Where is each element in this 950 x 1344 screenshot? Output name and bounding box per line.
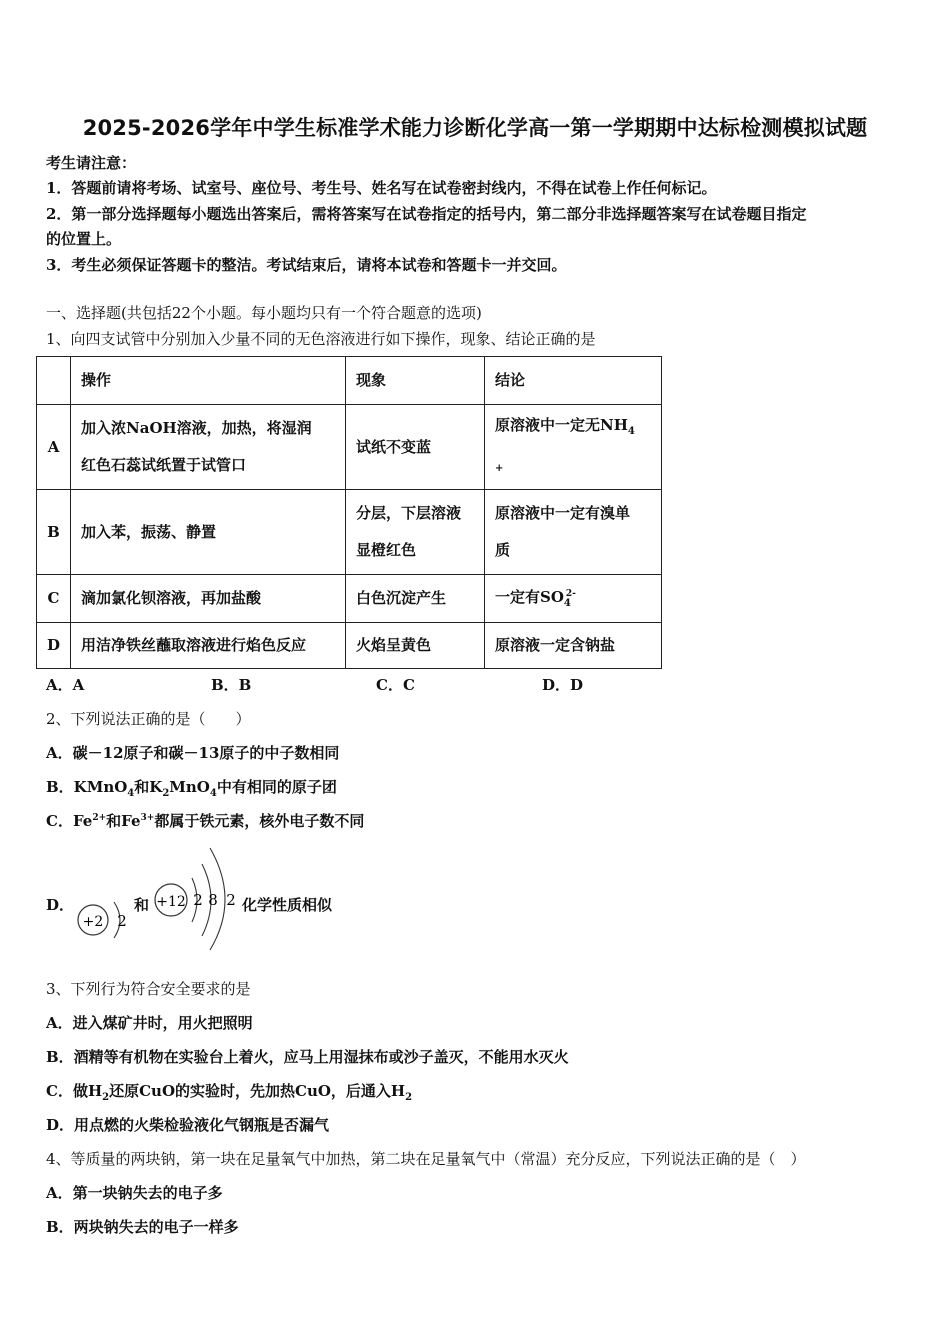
q1-option-d: D．D <box>542 676 584 694</box>
q2-option-d-text: 化学性质相似 <box>242 896 333 914</box>
exam-title: 2025-2026学年中学生标准学术能力诊断化学高一第一学期期中达标检测模拟试题 <box>82 116 868 140</box>
section-heading: 一、选择题(共包括22个小题。每小题均只有一个符合题意的选项) <box>46 304 482 322</box>
row-label: C <box>37 575 71 623</box>
q1-stem: 1、向四支试管中分别加入少量不同的无色溶液进行如下操作，现象、结论正确的是 <box>46 330 596 348</box>
q1-option-c: C．C <box>376 676 415 694</box>
q3-stem: 3、下列行为符合安全要求的是 <box>46 980 251 998</box>
shell-electrons: 2 <box>117 912 127 930</box>
row-label: A <box>37 405 71 490</box>
table-row <box>37 490 662 575</box>
q1-option-a: A．A <box>46 676 85 694</box>
q2-option-c: C．$Fe^{2+}$和$Fe^{3+}$都属于铁元素，核外电子数不同 <box>46 812 365 830</box>
row-operation: 加入苯，振荡、静置 <box>71 490 346 575</box>
q3-option-b: B．酒精等有机物在实验台上着火，应马上用湿抹布或沙子盖灭，不能用水灭火 <box>46 1048 569 1066</box>
nucleus-charge: +2 <box>82 914 104 930</box>
shell-electrons: 2 <box>193 891 203 909</box>
row-phenomenon: 白色沉淀产生 <box>346 575 485 623</box>
shell-electrons: 8 <box>208 891 218 909</box>
q2-option-a: A．碳－12原子和碳－13原子的中子数相同 <box>46 744 340 762</box>
table-row <box>37 575 662 623</box>
notice-item-2-cont: 的位置上。 <box>46 230 122 248</box>
notice-item-1: 1．答题前请将考场、试室号、座位号、考生号、姓名写在试卷密封线内，不得在试卷上作任何标记。 <box>46 179 717 197</box>
atom-diagram-helium-icon <box>74 896 134 944</box>
q2-option-d-and: 和 <box>134 896 150 914</box>
nucleus-charge: +12 <box>156 894 186 910</box>
row-phenomenon: 火焰呈黄色 <box>346 623 485 669</box>
row-conclusion: 原溶液中一定有溴单 质 <box>485 490 662 575</box>
row-operation: 滴加氯化钡溶液，再加盐酸 <box>71 575 346 623</box>
row-conclusion: 原溶液中一定无$NH_4$ + <box>485 405 662 490</box>
row-operation: 用洁净铁丝蘸取溶液进行焰色反应 <box>71 623 346 669</box>
row-conclusion: 原溶液一定含钠盐 <box>485 623 662 669</box>
notice-item-2: 2．第一部分选择题每小题选出答案后，需将答案写在试卷指定的括号内，第二部分非选择题答案写在试卷题目指定 <box>46 205 807 223</box>
header-conclusion: 结论 <box>485 357 662 405</box>
atom-diagram-magnesium-icon <box>152 842 244 952</box>
row-label: B <box>37 490 71 575</box>
table-row <box>37 405 662 490</box>
q3-option-c: C．做$H_2$还原CuO的实验时，先加热CuO，后通入$H_2$ <box>46 1082 413 1103</box>
row-label: D <box>37 623 71 669</box>
q4-stem: 4、等质量的两块钠，第一块在足量氧气中加热，第二块在足量氧气中（常温）充分反应，下列说法正确的是（ ） <box>46 1150 806 1168</box>
q3-option-a: A．进入煤矿井时，用火把照明 <box>46 1014 253 1032</box>
notice-heading: 考生请注意： <box>46 154 137 172</box>
q4-option-a: A．第一块钠失去的电子多 <box>46 1184 223 1202</box>
q4-option-b: B．两块钠失去的电子一样多 <box>46 1218 239 1236</box>
shell-electrons: 2 <box>226 891 236 909</box>
row-operation: 加入浓NaOH溶液，加热，将湿润 红色石蕊试纸置于试管口 <box>71 405 346 490</box>
table-header-row <box>37 357 662 405</box>
table-row <box>37 623 662 669</box>
q2-stem: 2、下列说法正确的是（ ） <box>46 710 251 728</box>
header-operation: 操作 <box>71 357 346 405</box>
q1-table <box>36 356 662 669</box>
q2-option-b: B．KMnO$_4$和$K_2MnO_4$中有相同的原子团 <box>46 778 337 799</box>
q3-option-d: D．用点燃的火柴检验液化气钢瓶是否漏气 <box>46 1116 330 1134</box>
notice-item-3: 3．考生必须保证答题卡的整洁。考试结束后，请将本试卷和答题卡一并交回。 <box>46 256 567 274</box>
header-phenomenon: 现象 <box>346 357 485 405</box>
row-conclusion: 一定有$SO_4^{2-}$ <box>485 575 662 623</box>
q1-option-b: B．B <box>211 676 252 694</box>
q2-option-d-label: D． <box>46 896 75 914</box>
row-phenomenon: 分层，下层溶液 显橙红色 <box>346 490 485 575</box>
row-phenomenon: 试纸不变蓝 <box>346 405 485 490</box>
